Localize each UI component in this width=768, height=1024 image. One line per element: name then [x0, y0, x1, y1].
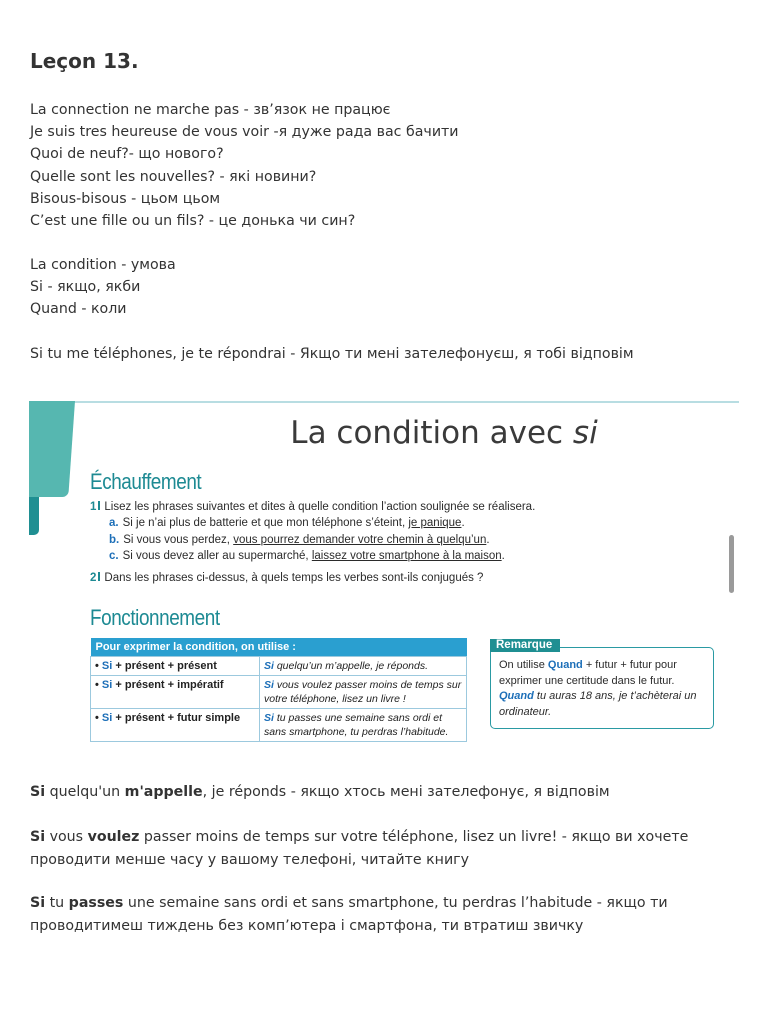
item-b: b. Si vous vous perdez, vous pourrez demander votre chemin à quelqu’un. [109, 534, 490, 546]
condition-table [90, 638, 467, 742]
remark-tag: Remarque [490, 639, 560, 652]
condition-word: La condition - умова [30, 257, 176, 273]
vocab-line: Quelle sont les nouvelles? - які новини? [30, 168, 317, 185]
vocab-line: C’est une fille ou un fils? - це донька чи син? [30, 213, 356, 230]
condition-words [30, 254, 730, 321]
remark-text: On utilise Quand + futur + futur pour exprimer une certitude dans le futur. Quand tu auras 18 ans, je t’achèterai un ordinateur. [499, 659, 697, 718]
section-warmup: Échauffement [90, 469, 202, 494]
textbook-image [29, 401, 739, 746]
vocab-list [30, 99, 730, 232]
explanation-paragraph: Si quelqu'un m'appelle, je réponds - якщо хтось мені зателефонує, я відповім [30, 784, 610, 800]
item-c: c. Si vous devez aller au supermarché, laissez votre smartphone à la maison. [109, 550, 505, 562]
condition-word: Quand - коли [30, 301, 127, 318]
explanation-paragraph: Si vous voulez passer moins de temps sur votre téléphone, lisez un livre! - якщо ви хочете проводити менше часу у вашому телефоні, читайте книгу [30, 829, 689, 868]
vocab-line: Quoi de neuf?- що нового? [30, 146, 224, 163]
vocab-line: Je suis tres heureuse de vous voir -я дуже рада вас бачити [30, 124, 459, 141]
item-a: a. Si je n’ai plus de batterie et que mon téléphone s’éteint, je panique. [109, 517, 465, 529]
question-1: 1 Lisez les phrases suivantes et dites à quelle condition l’action soulignée se réalisera. [90, 501, 536, 513]
chapter-tab-accent [29, 497, 39, 535]
example-sentence [30, 343, 730, 365]
lesson-title: Leçon 13. [30, 49, 139, 73]
vocab-line: La connection ne marche pas - зв’язок не працює [30, 102, 391, 118]
top-rule [69, 401, 739, 403]
book-heading: La condition avec si [290, 415, 598, 451]
section-how-it-works: Fonctionnement [90, 605, 220, 630]
table-row: • Si + présent + présent Si quelqu’un m’appelle, je réponds. [91, 657, 467, 676]
table-row: • Si + présent + futur simple Si tu passes une semaine sans ordi et sans smartphone, tu perdras l’habitude. [91, 709, 467, 742]
example-line: Si tu me téléphones, je te répondrai - Якщо ти мені зателефонуєш, я тобі відповім [30, 346, 634, 362]
condition-word: Si - якщо, якби [30, 279, 141, 296]
explanation-paragraph: Si tu passes une semaine sans ordi et sans smartphone, tu perdras l’habitude - якщо ти проводитимеш тиждень без комп’ютера і смартфона, ти втратиш звичку [30, 895, 668, 934]
table-row: • Si + présent + impératif Si vous voulez passer moins de temps sur votre téléphone, lisez un livre ! [91, 676, 467, 709]
scrollbar[interactable] [729, 535, 734, 593]
question-2: 2 Dans les phrases ci-dessus, à quels temps les verbes sont-ils conjugués ? [90, 572, 484, 584]
vocab-line: Bisous-bisous - цьом цьом [30, 190, 221, 207]
table-header: Pour exprimer la condition, on utilise : [91, 638, 467, 657]
